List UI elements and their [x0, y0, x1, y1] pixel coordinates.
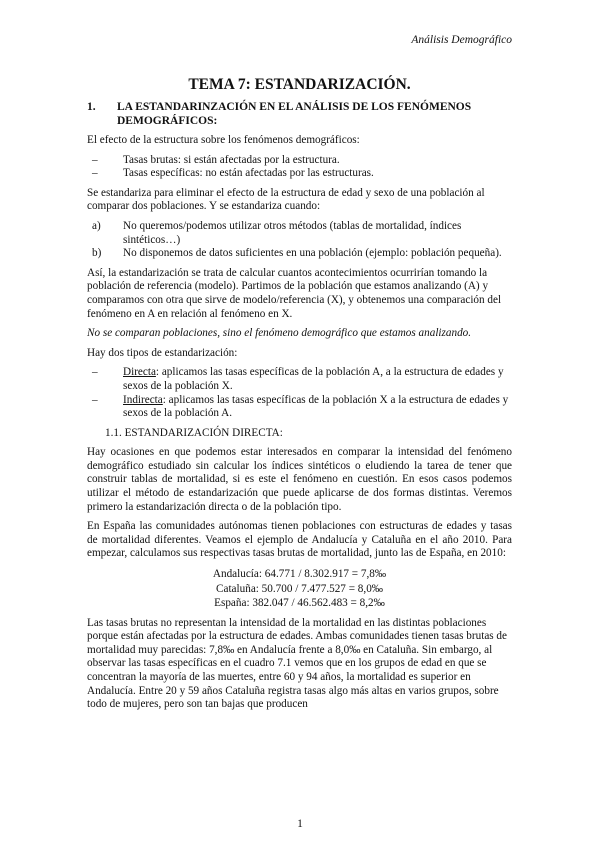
list-item-text: Tasas brutas: si están afectadas por la estructura. — [123, 153, 340, 166]
paragraph-structure-effect: El efecto de la estructura sobre los fenómenos demográficos: — [87, 134, 360, 146]
document-body — [87, 76, 512, 718]
running-header: Análisis Demográfico — [411, 34, 512, 46]
list-item — [87, 247, 512, 261]
list-item-text: No disponemos de datos suficientes en una población (ejemplo: población pequeña). — [123, 247, 502, 260]
paragraph-spain-example: En España las comunidades autónomas tienen poblaciones con estructuras de edades y tasas de mortalidad diferentes. Veamos el ejemplo de Andalucía y Cataluña en el año 2010. Para empezar, calculamos sus respectivas tasas brutas de mortalidad, junto las de España, en 2010: — [87, 520, 512, 560]
term-directa: Directa — [123, 366, 156, 379]
list-item-text — [123, 394, 512, 421]
section-heading-text: LA ESTANDARINZACIÓN EN EL ANÁLISIS DE LOS FENÓMENOS DEMOGRÁFICOS: — [117, 101, 472, 127]
list-item — [87, 394, 512, 421]
paragraph-italic-note: No se comparan poblaciones, sino el fenómeno demográfico que estamos analizando. — [87, 327, 472, 340]
term-description: : aplicamos las tasas específicas de la población X a la estructura de edades y sexos de la población A. — [123, 393, 509, 420]
page-title: TEMA 7: ESTANDARIZACIÓN. — [188, 76, 411, 93]
term-description: : aplicamos las tasas específicas de la población A, a la estructura de edades y sexos de la población X. — [123, 366, 504, 392]
page-number: 1 — [297, 818, 303, 830]
types-list — [87, 366, 512, 420]
rate-cataluna: Cataluña: 50.700 / 7.477.527 = 8,0‰ — [216, 582, 383, 595]
paragraph-direct-intro: Hay ocasiones en que podemos estar interesados en comparar la intensidad del fenómeno demográfico estudiado sin calcular los índices sintéticos o eludiendo la tarea de tener que construir tablas de mortalidad, si es este el fenómeno en cuestión. En esos casos podemos utilizar el método de estandarización que puede aplicarse de dos formas distintas. Veremos primero la estandarización directa o de la población tipo. — [87, 446, 512, 513]
conditions-list — [87, 220, 512, 261]
subsection-heading: 1.1. ESTANDARIZACIÓN DIRECTA: — [105, 426, 283, 439]
list-item-text — [123, 366, 512, 393]
rate-espana: España: 382.047 / 46.562.483 = 8,2‰ — [214, 597, 385, 610]
list-marker: – — [92, 366, 98, 379]
list-marker: b) — [92, 247, 102, 260]
list-marker: – — [92, 153, 98, 166]
crude-rates-block — [87, 567, 512, 611]
list-item — [87, 154, 512, 168]
term-indirecta: Indirecta — [123, 393, 163, 406]
list-item — [87, 167, 512, 181]
rate-andalucia: Andalucía: 64.771 / 8.302.917 = 7,8‰ — [212, 568, 387, 581]
list-item-text: Tasas específicas: no están afectadas por las estructuras. — [123, 167, 374, 180]
list-item-text: No queremos/podemos utilizar otros métodos (tablas de mortalidad, índices sintéticos…) — [123, 219, 462, 246]
section-heading — [87, 101, 512, 128]
paragraph-crude-rates-analysis: Las tasas brutas no representan la intensidad de la mortalidad en las distintas poblaciones porque están afectadas por la estructura de edades. Ambas comunidades tienen tasas brutas de mortalidad muy parecidas: 7,8‰ en Andalucía frente a 8,0‰ en Cataluña. Sin embargo, al observar las tasas específicas en el cuadro 7.1 vemos que en los grupos de edad en que se concentran la mayoría de las muertes, entre 60 y 94 años, la mortalidad es superior en Andalucía. Entre 20 y 59 años Cataluña registra tasas algo más altas en varios grupos, sobre todo de mujeres, pero son tan bajas que producen — [87, 616, 507, 711]
list-item — [87, 220, 512, 247]
rates-list — [87, 154, 512, 181]
list-marker: – — [92, 167, 98, 180]
section-number: 1. — [87, 101, 96, 113]
paragraph-why-standardize: Se estandariza para eliminar el efecto de la estructura de edad y sexo de una población al comparar dos poblaciones. Y se estandariza cuando: — [87, 186, 485, 213]
paragraph-definition: Así, la estandarización se trata de calcular cuantos acontecimientos ocurrirían tomando la población de referencia (modelo). Partimos de la población que estamos analizando (A) y comparamos con otra que sirve de modelo/referencia (X), y obtenemos una comparación del fenómeno en A en relación al fenómeno en X. — [87, 266, 502, 320]
list-marker: a) — [92, 219, 101, 232]
list-marker: – — [92, 393, 98, 406]
paragraph-types-intro: Hay dos tipos de estandarización: — [87, 346, 238, 359]
list-item — [87, 366, 512, 393]
